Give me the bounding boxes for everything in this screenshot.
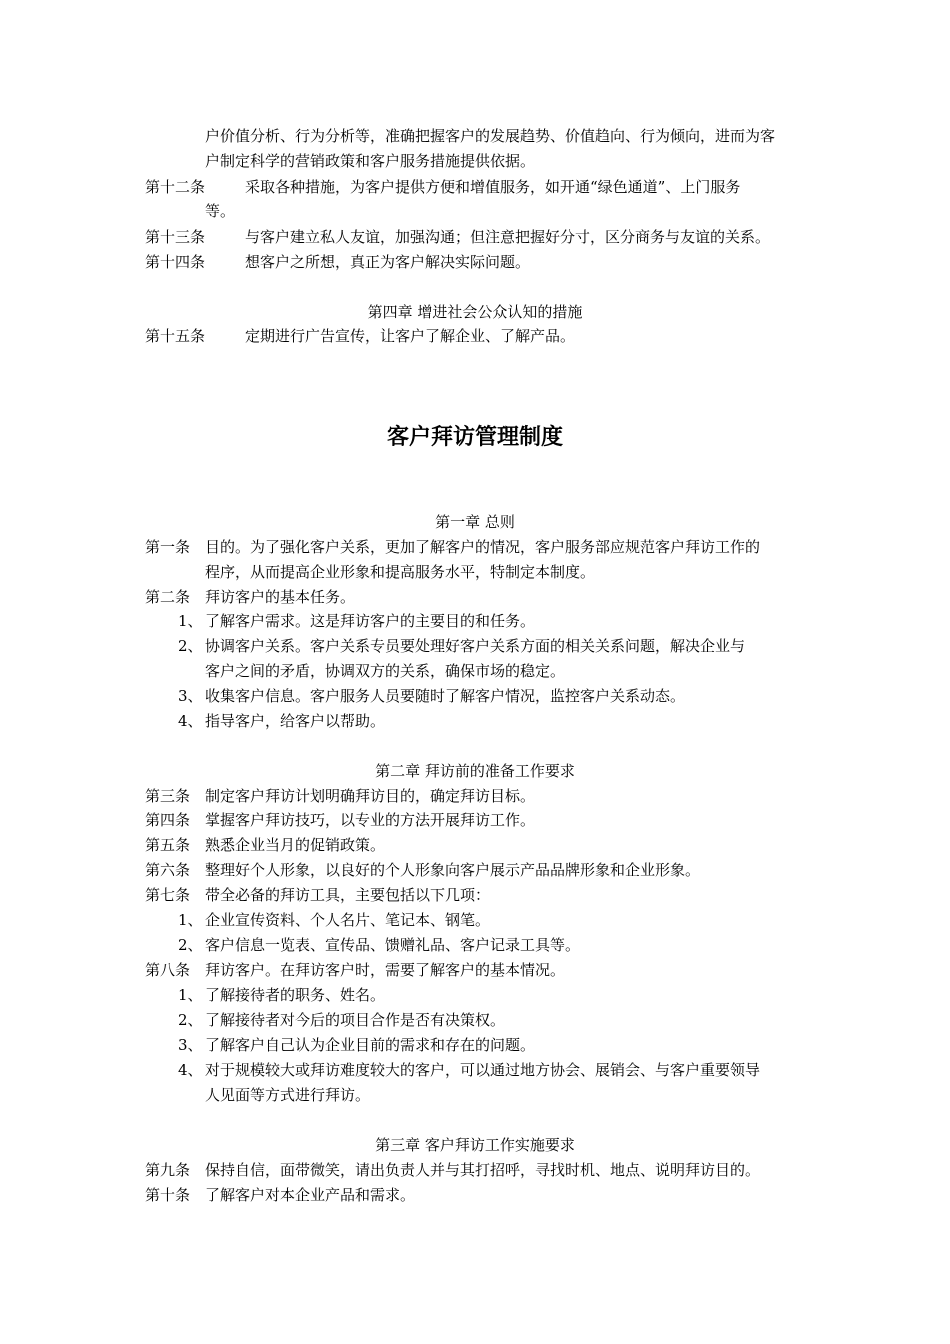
article-6 xyxy=(145,860,810,880)
item-text: 指导客户，给客户以帮助。 xyxy=(205,712,386,730)
chapter-heading: 第一章 总则 xyxy=(435,513,515,531)
item-number: 2、 xyxy=(178,637,203,655)
item-number: 4、 xyxy=(178,712,203,730)
article-label: 第十五条 xyxy=(145,327,206,345)
item-number: 1、 xyxy=(178,612,203,630)
item-text: 了解客户需求。这是拜访客户的主要目的和任务。 xyxy=(205,612,536,630)
list-item xyxy=(178,1060,810,1080)
item-text: 收集客户信息。客户服务人员要随时了解客户情况，监控客户关系动态。 xyxy=(205,687,686,705)
item-number: 2、 xyxy=(178,936,203,954)
item-number: 3、 xyxy=(178,687,203,705)
article-text: 拜访客户的基本任务。 xyxy=(205,588,356,606)
article-label: 第一条 xyxy=(145,538,191,556)
article-5 xyxy=(145,835,810,855)
article-label: 第二条 xyxy=(145,588,191,606)
article-text: 了解客户对本企业产品和需求。 xyxy=(205,1186,416,1204)
item-text: 了解接待者的职务、姓名。 xyxy=(205,986,386,1004)
article-text: 与客户建立私人友谊，加强沟通；但注意把握好分寸，区分商务与友谊的关系。 xyxy=(245,228,771,246)
item-text: 了解接待者对今后的项目合作是否有决策权。 xyxy=(205,1011,506,1029)
list-item xyxy=(178,910,810,930)
chapter-heading: 第四章 增进社会公众认知的措施 xyxy=(367,303,583,321)
article-label: 第十条 xyxy=(145,1186,191,1204)
article-label: 第六条 xyxy=(145,861,191,879)
article-12 xyxy=(145,177,810,197)
article-text: 掌握客户拜访技巧，以专业的方法开展拜访工作。 xyxy=(205,811,536,829)
list-item xyxy=(178,1010,810,1030)
list-item xyxy=(178,686,810,706)
article-text: 带全必备的拜访工具，主要包括以下几项： xyxy=(205,886,491,904)
article-13 xyxy=(145,227,810,247)
article-continuation: 程序，从而提高企业形象和提高服务水平，特制定本制度。 xyxy=(205,563,596,581)
item-number: 1、 xyxy=(178,986,203,1004)
item-number: 1、 xyxy=(178,911,203,929)
item-text: 对于规模较大或拜访难度较大的客户，可以通过地方协会、展销会、与客户重要领导 xyxy=(205,1061,761,1079)
article-9 xyxy=(145,1160,810,1180)
item-number: 2、 xyxy=(178,1011,203,1029)
article-label: 第七条 xyxy=(145,886,191,904)
list-item xyxy=(178,636,810,656)
article-label: 第九条 xyxy=(145,1161,191,1179)
article-label: 第十四条 xyxy=(145,253,206,271)
paragraph-continuation: 户制定科学的营销政策和客户服务措施提供依据。 xyxy=(205,152,536,170)
list-item xyxy=(178,935,810,955)
article-1 xyxy=(145,537,810,557)
paragraph-continuation: 户价值分析、行为分析等，准确把握客户的发展趋势、价值趋向、行为倾向，进而为客 xyxy=(205,127,776,145)
item-text: 了解客户自己认为企业目前的需求和存在的问题。 xyxy=(205,1036,536,1054)
list-item xyxy=(178,985,810,1005)
article-15 xyxy=(145,326,810,346)
article-2 xyxy=(145,587,810,607)
chapter-heading: 第三章 客户拜访工作实施要求 xyxy=(375,1136,575,1154)
article-text: 目的。为了强化客户关系，更加了解客户的情况，客户服务部应规范客户拜访工作的 xyxy=(205,538,761,556)
article-4 xyxy=(145,810,810,830)
article-label: 第五条 xyxy=(145,836,191,854)
list-item xyxy=(178,611,810,631)
item-text: 客户信息一览表、宣传品、馈赠礼品、客户记录工具等。 xyxy=(205,936,581,954)
article-3 xyxy=(145,786,810,806)
item-text: 企业宣传资料、个人名片、笔记本、钢笔。 xyxy=(205,911,491,929)
article-text: 定期进行广告宣传，让客户了解企业、了解产品。 xyxy=(245,327,576,345)
document-title: 客户拜访管理制度 xyxy=(386,425,563,450)
article-text: 熟悉企业当月的促销政策。 xyxy=(205,836,386,854)
article-10 xyxy=(145,1185,810,1205)
list-item xyxy=(178,1035,810,1055)
article-text: 整理好个人形象，以良好的个人形象向客户展示产品品牌形象和企业形象。 xyxy=(205,861,701,879)
article-label: 第十二条 xyxy=(145,178,206,196)
item-continuation: 人见面等方式进行拜访。 xyxy=(205,1086,371,1104)
article-continuation: 等。 xyxy=(205,202,236,220)
article-label: 第三条 xyxy=(145,787,191,805)
article-text: 保持自信，面带微笑，请出负责人并与其打招呼，寻找时机、地点、说明拜访目的。 xyxy=(205,1161,761,1179)
chapter-heading: 第二章 拜访前的准备工作要求 xyxy=(375,762,575,780)
article-text: 采取各种措施，为客户提供方便和增值服务，如开通“绿色通道”、上门服务 xyxy=(245,178,741,196)
list-item xyxy=(178,711,810,731)
article-label: 第四条 xyxy=(145,811,191,829)
item-text: 协调客户关系。客户关系专员要处理好客户关系方面的相关关系问题，解决企业与 xyxy=(205,637,746,655)
article-text: 制定客户拜访计划明确拜访目的，确定拜访目标。 xyxy=(205,787,536,805)
item-number: 3、 xyxy=(178,1036,203,1054)
article-8 xyxy=(145,960,810,980)
article-label: 第十三条 xyxy=(145,228,206,246)
item-number: 4、 xyxy=(178,1061,203,1079)
article-7 xyxy=(145,885,810,905)
article-text: 拜访客户。在拜访客户时，需要了解客户的基本情况。 xyxy=(205,961,566,979)
article-14 xyxy=(145,252,810,272)
item-continuation: 客户之间的矛盾，协调双方的关系，确保市场的稳定。 xyxy=(205,662,566,680)
article-label: 第八条 xyxy=(145,961,191,979)
article-text: 想客户之所想，真正为客户解决实际问题。 xyxy=(245,253,531,271)
